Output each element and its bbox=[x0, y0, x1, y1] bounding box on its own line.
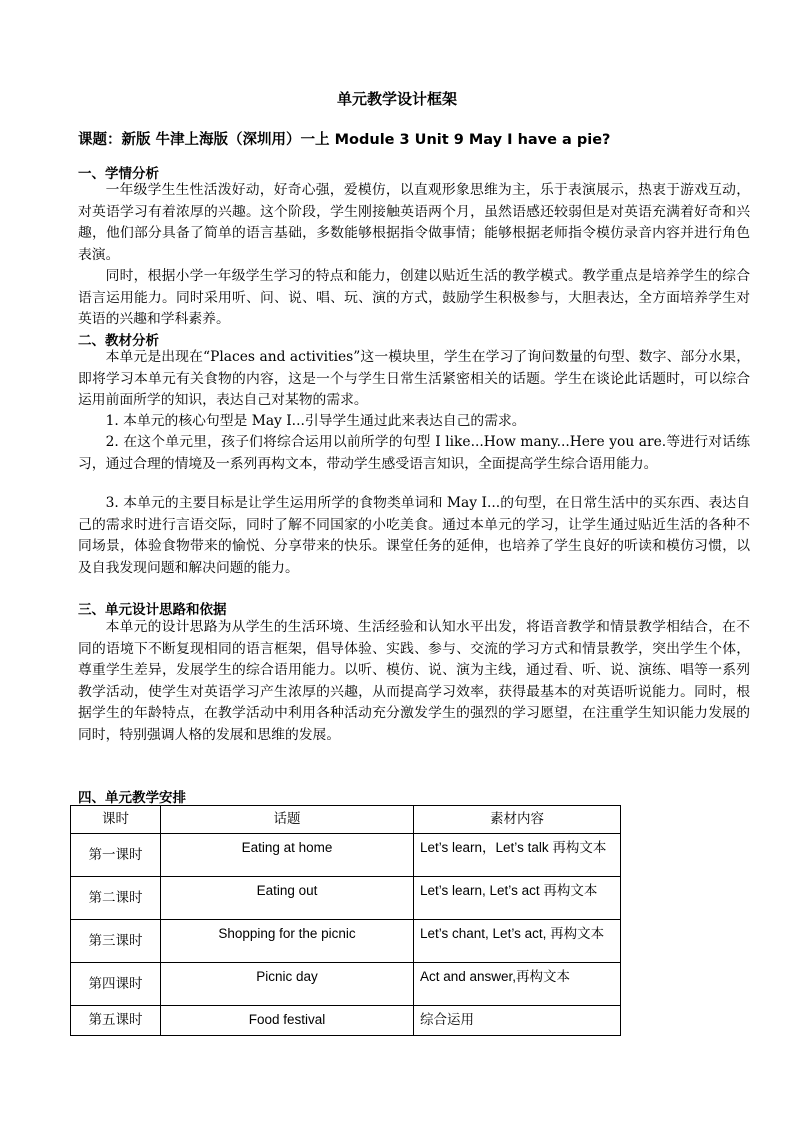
table-cell-lesson: 第五课时 bbox=[71, 1006, 161, 1036]
table-cell-material: 综合运用 bbox=[414, 1006, 621, 1036]
paragraph: 3. 本单元的主要目标是让学生运用所学的食物类单词和 May I...的句型，在日常生活中的买东西、表达自己的需求时进行言语交际，同时了解不同国家的小吃美食。通过本单元的学习，让学生通过贴近生活的各种不同场景，体验食物带来的愉悦、分享带来的快乐。课堂任务的延伸，也培养了学生良好的听读和模仿习惯，以及自我发现问题和解决问题的能力。 bbox=[78, 495, 750, 576]
table-row bbox=[71, 1006, 621, 1036]
table-cell-material: Let’s chant, Let’s act, 再构文本 bbox=[414, 920, 621, 963]
table-cell-lesson: 第三课时 bbox=[71, 920, 161, 963]
table-row bbox=[71, 920, 621, 963]
paragraph: 本单元是出现在“Places and activities”这一模块里，学生在学习了询问数量的句型、数字、部分水果，即将学习本单元有关食物的内容，这是一个与学生日常生活紧密相关的话题。学生在谈论此话题时，可以综合运用前面所学的知识，表达自己对某物的需求。 bbox=[78, 349, 750, 409]
table-cell-material: Let’s learn, Let’s act 再构文本 bbox=[414, 877, 621, 920]
section-heading-unit-schedule: 四、单元教学安排 bbox=[78, 790, 186, 806]
course-title: 课题：新版 牛津上海版（深圳用）一上 Module 3 Unit 9 May I have a pie? bbox=[78, 132, 611, 148]
section-heading-design-rationale: 三、单元设计思路和依据 bbox=[78, 602, 227, 618]
table-header-cell: 话题 bbox=[161, 806, 414, 834]
paragraph: 本单元的设计思路为从学生的生活环境、生活经验和认知水平出发，将语音教学和情景教学相结合，在不同的语境下不断复现相同的语言框架，倡导体验、实践、参与、交流的学习方式和情景教学，突出学生个体，尊重学生差异，发展学生的综合语用能力。以听、模仿、说、演为主线，通过看、听、说、演练、唱等一系列教学活动，使学生对英语学习产生浓厚的兴趣，从而提高学习效率，获得最基本的对英语听说能力。同时，根据学生的年龄特点，在教学活动中利用各种活动充分激发学生的强烈的学习愿望，在注重学生知识能力发展的同时，特别强调人格的发展和思维的发展。 bbox=[78, 619, 750, 743]
table-cell-topic: Eating out bbox=[161, 877, 414, 920]
table-row bbox=[71, 834, 621, 877]
section-heading-learner-analysis: 一、学情分析 bbox=[78, 166, 159, 182]
table-header-row bbox=[71, 806, 621, 834]
paragraph: 1. 本单元的核心句型是 May I...引导学生通过此来表达自己的需求。 bbox=[105, 413, 526, 429]
paragraph: 一年级学生生性活泼好动，好奇心强，爱模仿，以直观形象思维为主，乐于表演展示，热衷于游戏互动，对英语学习有着浓厚的兴趣。这个阶段，学生刚接触英语两个月，虽然语感还较弱但是对英语充满着好奇和兴趣，他们部分具备了简单的语言基础，多数能够根据指令做事情；能够根据老师指令模仿录音内容并进行角色表演。 bbox=[78, 182, 750, 263]
paragraph: 同时，根据小学一年级学生学习的特点和能力，创建以贴近生活的教学模式。教学重点是培养学生的综合语言运用能力。同时采用听、问、说、唱、玩、演的方式，鼓励学生积极参与，大胆表达，全方面培养学生对英语的兴趣和学科素养。 bbox=[78, 268, 750, 328]
table-cell-lesson: 第四课时 bbox=[71, 963, 161, 1006]
table-cell-topic: Food festival bbox=[161, 1006, 414, 1036]
table-header-cell: 课时 bbox=[71, 806, 161, 834]
table-header-cell: 素材内容 bbox=[414, 806, 621, 834]
table-cell-lesson: 第一课时 bbox=[71, 834, 161, 877]
section-heading-textbook-analysis: 二、教材分析 bbox=[78, 333, 159, 349]
table-cell-topic: Eating at home bbox=[161, 834, 414, 877]
schedule-table bbox=[70, 805, 621, 1036]
document-title: 单元教学设计框架 bbox=[336, 90, 457, 108]
table-cell-lesson: 第二课时 bbox=[71, 877, 161, 920]
table-cell-topic: Picnic day bbox=[161, 963, 414, 1006]
table-cell-material: Act and answer,再构文本 bbox=[414, 963, 621, 1006]
paragraph: 2. 在这个单元里，孩子们将综合运用以前所学的句型 I like...How many...Here you are.等进行对话练习，通过合理的情境及一系列再构文本，带动学生感受语言知识，全面提高学生综合语用能力。 bbox=[78, 434, 750, 472]
table-row bbox=[71, 963, 621, 1006]
table-row bbox=[71, 877, 621, 920]
table-cell-material: Let’s learn，Let’s talk 再构文本 bbox=[414, 834, 621, 877]
table-cell-topic: Shopping for the picnic bbox=[161, 920, 414, 963]
